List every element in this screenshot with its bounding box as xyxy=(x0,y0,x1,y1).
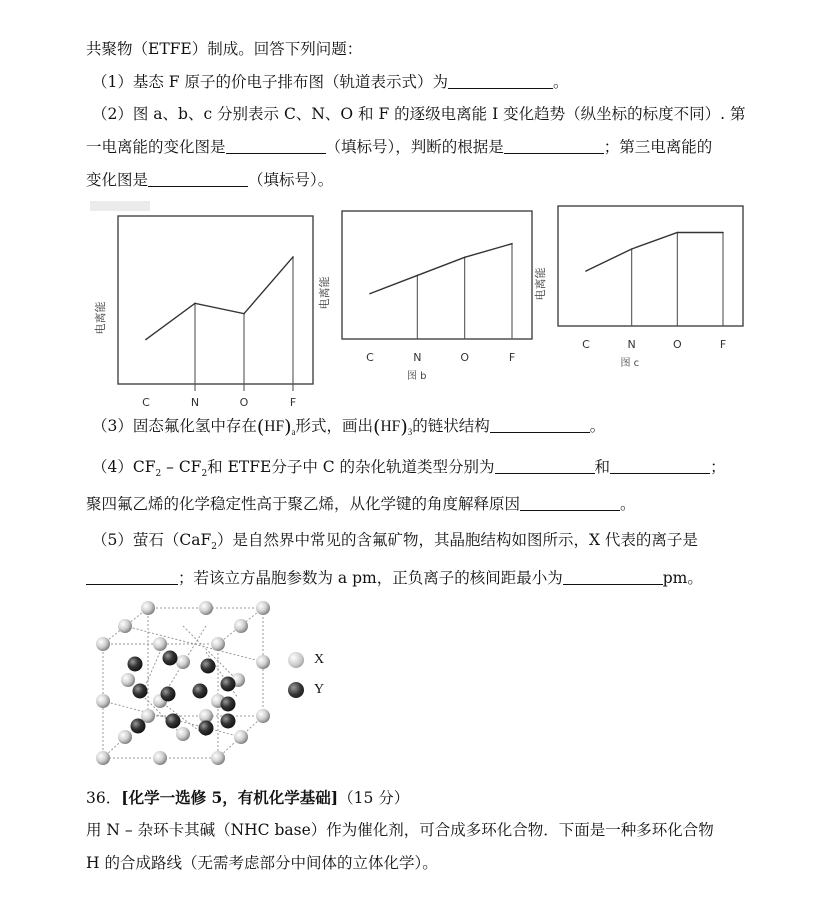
x-ion xyxy=(121,673,135,687)
x-ion xyxy=(211,637,225,651)
q35-part4-line1: $(4)CF_2 - CF_2$和 ETFE分子中 C 的杂化轨道类型分别为 和 ； xyxy=(92,458,726,479)
ionization-energy-charts xyxy=(80,196,750,408)
data-point xyxy=(417,275,419,277)
x-tick-label: F xyxy=(719,338,727,351)
legend-y-ball-icon xyxy=(288,682,304,698)
q35-part5-line2: ；若该立方晶胞参数为 a pm，正负离子的核间距最小为 pm。 xyxy=(86,568,703,588)
y-axis-label: 电离能 xyxy=(94,301,107,335)
chart-caption: 图 c xyxy=(620,358,640,369)
chart-3 xyxy=(533,206,743,369)
y-ion xyxy=(133,684,148,699)
y-axis-label: 电离能 xyxy=(534,267,547,301)
x-ion xyxy=(96,751,110,765)
x-ion xyxy=(234,730,248,744)
q36-line1: 用 N – 杂环卡其碱（NHC base）作为催化剂，可合成多环化合物．下面是一种多环化合物 xyxy=(86,821,714,839)
q36-line2: H 的合成路线（无需考虑部分中间体的立体化学）。 xyxy=(86,854,438,872)
legend-x-ball-icon xyxy=(288,652,304,668)
chart-frame xyxy=(118,216,313,384)
q36-heading: 36．[化学一选修 5，有机化学基础]（15 分） xyxy=(86,788,410,807)
caf2-unit-cell-diagram xyxy=(88,596,348,781)
x-ion xyxy=(96,694,110,708)
x-tick-label: C xyxy=(366,351,374,364)
answer-blank[interactable] xyxy=(86,569,178,585)
x-ion xyxy=(256,601,270,615)
data-point xyxy=(585,270,587,272)
x-ions xyxy=(96,601,270,765)
x-ion xyxy=(256,709,270,723)
data-point xyxy=(677,232,679,234)
y-axis-label: 电离能 xyxy=(318,276,331,310)
y-ion xyxy=(163,651,178,666)
x-ion xyxy=(153,751,167,765)
q35-part3: （3）固态氟化氢中存在$(HF)_a$形式，画出$(HF)_3$的链状结构 。 xyxy=(92,416,606,438)
legend-x-label: X xyxy=(314,652,325,667)
data-point xyxy=(722,232,724,234)
x-ion xyxy=(211,751,225,765)
intro-line: 共聚物（ETFE）制成。回答下列问题： xyxy=(86,40,363,58)
data-point xyxy=(511,243,513,245)
x-ion xyxy=(153,637,167,651)
data-point xyxy=(243,313,245,315)
q35-part4-line2: 聚四氟乙烯的化学稳定性高于聚乙烯，从化学键的角度解释原因 。 xyxy=(86,495,636,513)
y-ion xyxy=(193,684,208,699)
y-ion xyxy=(221,677,236,692)
q35-part1: （1）基态 F 原子的价电子排布图（轨道表示式）为 。 xyxy=(92,73,569,91)
chart-caption: 图 b xyxy=(407,371,427,382)
x-tick-label: O xyxy=(460,351,470,364)
data-point xyxy=(631,248,633,250)
x-ion xyxy=(176,655,190,669)
x-ion xyxy=(141,601,155,615)
x-ion xyxy=(176,727,190,741)
y-ion xyxy=(166,714,181,729)
y-ion xyxy=(128,657,143,672)
x-tick-label: C xyxy=(582,338,590,351)
x-ion xyxy=(256,655,270,669)
answer-blank[interactable] xyxy=(504,138,604,154)
y-ion xyxy=(199,721,214,736)
x-ion xyxy=(118,619,132,633)
x-tick-label: O xyxy=(672,338,682,351)
x-ion xyxy=(199,601,213,615)
y-ion xyxy=(221,714,236,729)
answer-blank[interactable] xyxy=(610,458,710,474)
x-tick-label: F xyxy=(508,351,516,364)
q35-part2-line3: 变化图是 （填标号）。 xyxy=(86,171,334,189)
x-tick-label: N xyxy=(190,396,200,408)
q35-part2-line2: 一电离能的变化图是 （填标号），判断的根据是 ；第三电离能的 xyxy=(86,138,713,156)
x-tick-label: C xyxy=(142,396,150,408)
chart-1 xyxy=(93,216,313,408)
answer-blank[interactable] xyxy=(563,569,663,585)
y-ion xyxy=(131,719,146,734)
answer-blank[interactable] xyxy=(490,417,590,433)
x-tick-label: O xyxy=(239,396,249,408)
x-tick-label: F xyxy=(289,396,297,408)
x-ion xyxy=(96,637,110,651)
chart-frame xyxy=(342,211,532,339)
y-ion xyxy=(161,687,176,702)
y-ion xyxy=(201,659,216,674)
y-ion xyxy=(221,697,236,712)
answer-blank[interactable] xyxy=(495,458,595,474)
data-point xyxy=(194,303,196,305)
answer-blank[interactable] xyxy=(148,171,248,187)
legend-y-label: Y xyxy=(314,682,325,697)
answer-blank[interactable] xyxy=(520,495,620,511)
x-tick-label: N xyxy=(627,338,636,351)
chart-frame xyxy=(558,206,743,326)
answer-blank[interactable] xyxy=(226,138,326,154)
x-tick-label: N xyxy=(413,351,422,364)
x-ion xyxy=(118,730,132,744)
data-point xyxy=(464,257,466,259)
data-point xyxy=(369,293,371,295)
data-point xyxy=(292,256,294,258)
q35-part2-line1: （2）图 a、b、c 分别表示 C、N、O 和 F 的逐级电离能 I 变化趋势（纵坐标的标度不同）. 第 xyxy=(92,105,746,123)
x-ion xyxy=(234,619,248,633)
data-point xyxy=(145,339,147,341)
answer-blank[interactable] xyxy=(448,73,553,89)
q35-part5-line1: （5）萤石（CaF$_2$）是自然界中常见的含氟矿物，其晶胞结构如图所示，X 代表的离子是 xyxy=(92,531,698,552)
chart-2 xyxy=(317,211,532,382)
